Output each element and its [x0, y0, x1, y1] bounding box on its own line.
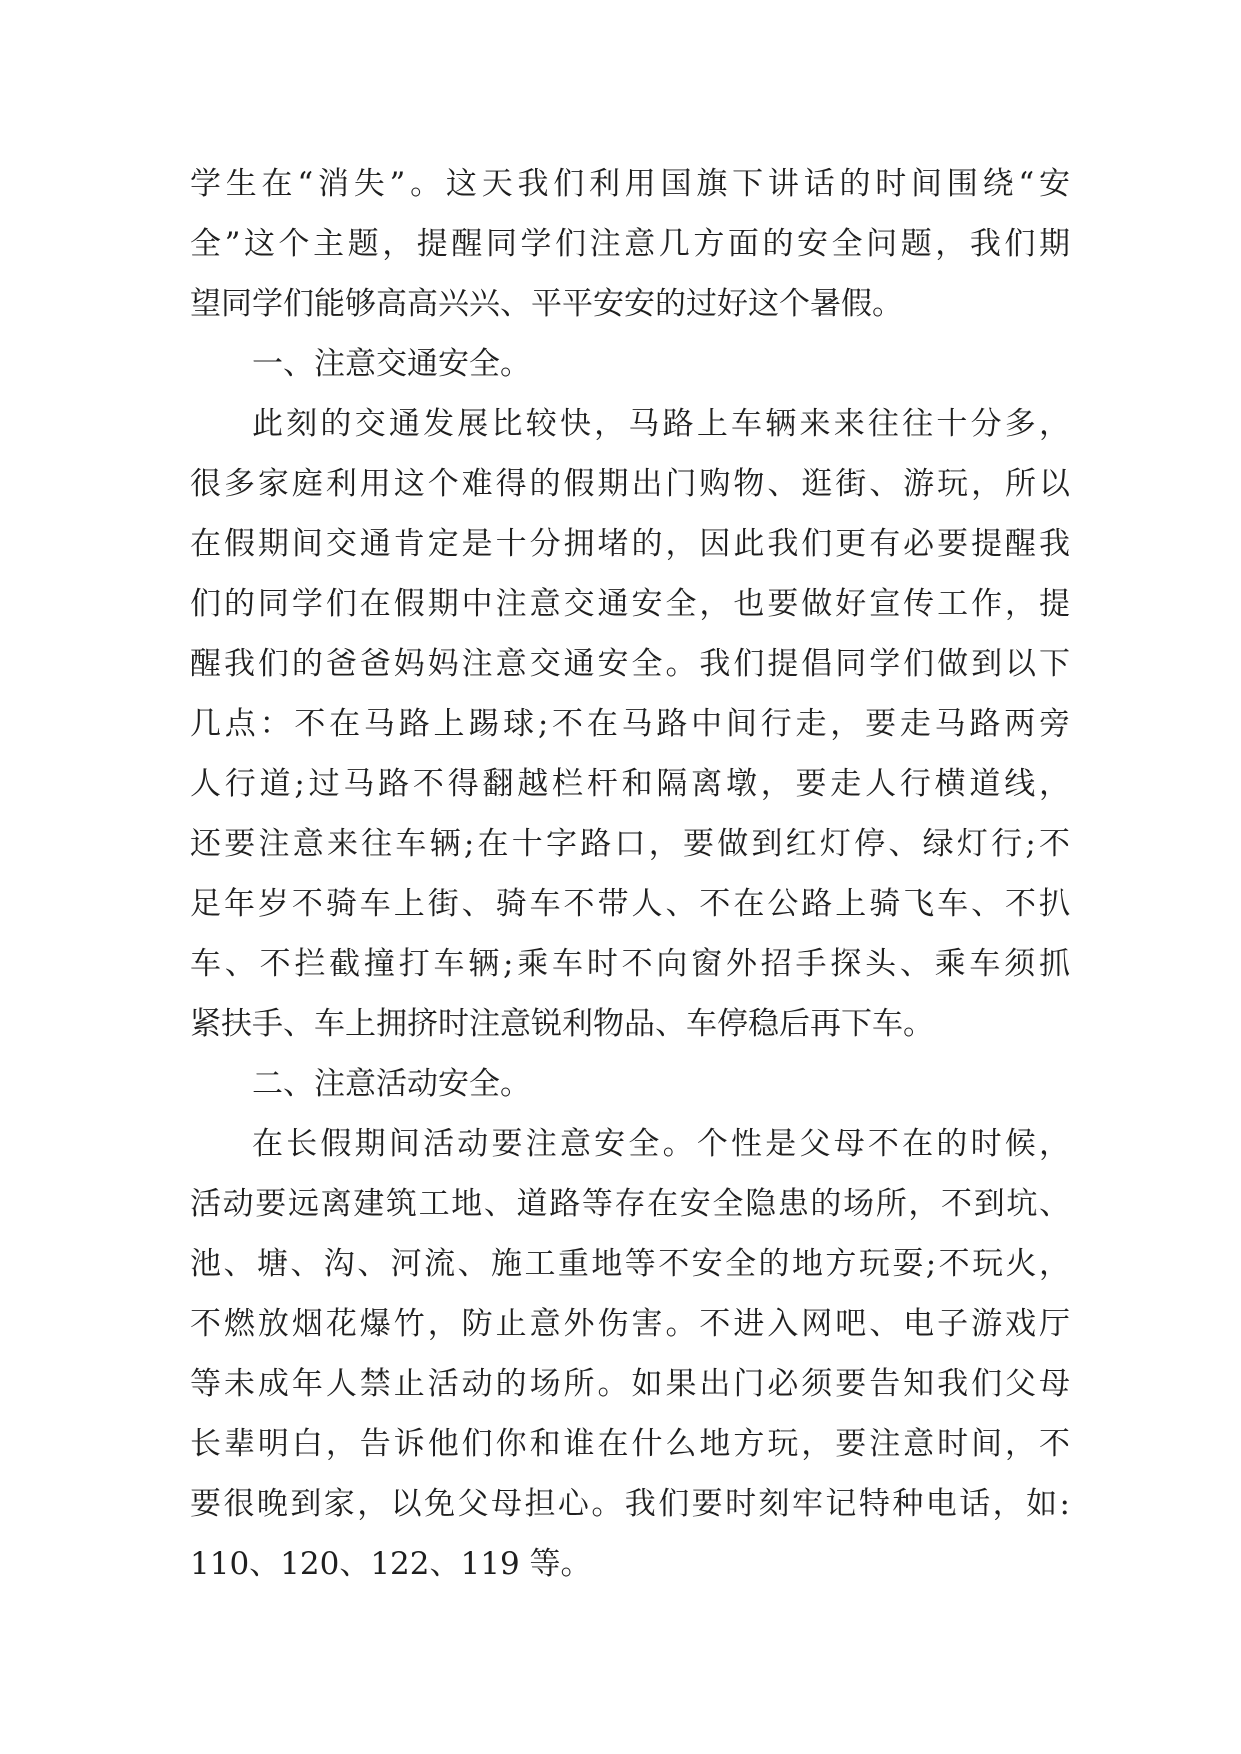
paragraph-line: 等未成年人禁止活动的场所。如果出门必须要告知我们父母: [190, 1366, 1070, 1402]
paragraph-line: 不燃放烟花爆竹，防止意外伤害。不进入网吧、电子游戏厅: [190, 1306, 1070, 1342]
paragraph-line: 活动要远离建筑工地、道路等存在安全隐患的场所，不到坑、: [190, 1186, 1070, 1222]
paragraph-line: 醒我们的爸爸妈妈注意交通安全。我们提倡同学们做到以下: [190, 646, 1070, 682]
paragraph-line: 很多家庭利用这个难得的假期出门购物、逛街、游玩，所以: [190, 466, 1070, 502]
paragraph-line: 还要注意来往车辆;在十字路口，要做到红灯停、绿灯行;不: [190, 826, 1070, 862]
paragraph-line: 学生在“消失”。这天我们利用国旗下讲话的时间围绕“安: [190, 166, 1070, 202]
section-heading-activity: 二、注意活动安全。: [252, 1066, 531, 1102]
document-body: [190, 154, 1070, 1594]
paragraph-line: 车、不拦截撞打车辆;乘车时不向窗外招手探头、乘车须抓: [190, 946, 1070, 982]
paragraph-line: 长辈明白，告诉他们你和谁在什么地方玩，要注意时间，不: [190, 1426, 1070, 1462]
paragraph-line: 110、120、122、119 等。: [190, 1546, 592, 1582]
paragraph-line: 足年岁不骑车上街、骑车不带人、不在公路上骑飞车、不扒: [190, 886, 1070, 922]
paragraph-line: 紧扶手、车上拥挤时注意锐利物品、车停稳后再下车。: [190, 1006, 934, 1042]
paragraph-line: 们的同学们在假期中注意交通安全，也要做好宣传工作，提: [190, 586, 1070, 622]
paragraph-line: 在长假期间活动要注意安全。个性是父母不在的时候，: [252, 1126, 1070, 1162]
paragraph-line: 人行道;过马路不得翻越栏杆和隔离墩，要走人行横道线，: [190, 766, 1070, 802]
paragraph-line: 要很晚到家，以免父母担心。我们要时刻牢记特种电话，如:: [190, 1486, 1070, 1522]
paragraph-line: 全”这个主题，提醒同学们注意几方面的安全问题，我们期: [190, 226, 1070, 262]
paragraph-line: 几点：不在马路上踢球;不在马路中间行走，要走马路两旁: [190, 706, 1070, 742]
section-heading-traffic: 一、注意交通安全。: [252, 346, 531, 382]
paragraph-line: 池、塘、沟、河流、施工重地等不安全的地方玩耍;不玩火，: [190, 1246, 1070, 1282]
paragraph-line: 在假期间交通肯定是十分拥堵的，因此我们更有必要提醒我: [190, 526, 1070, 562]
paragraph-line: 望同学们能够高高兴兴、平平安安的过好这个暑假。: [190, 286, 903, 322]
paragraph-line: 此刻的交通发展比较快，马路上车辆来来往往十分多，: [252, 406, 1070, 442]
